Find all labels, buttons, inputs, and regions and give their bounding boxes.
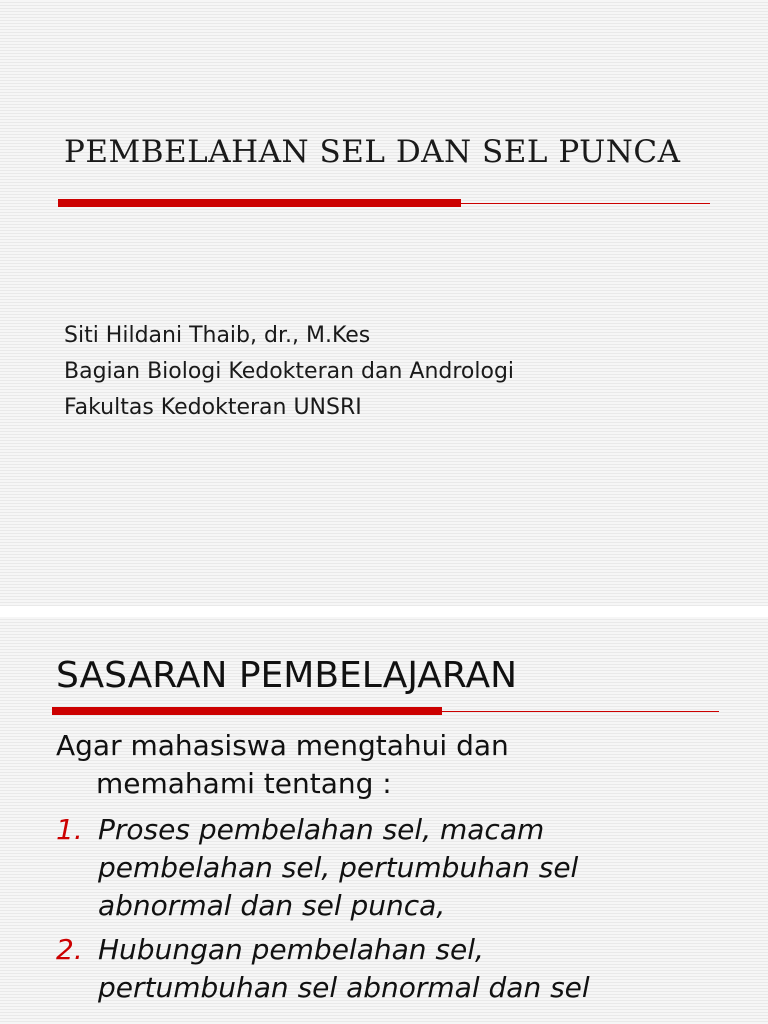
intro-line: Agar mahasiswa mengtahui dan: [56, 729, 509, 762]
list-item: [56, 931, 756, 1007]
objectives-list: [56, 811, 756, 1013]
author-faculty: Fakultas Kedokteran UNSRI: [64, 395, 362, 420]
slide-heading: SASARAN PEMBELAJARAN: [56, 655, 518, 696]
list-item: [56, 811, 756, 925]
objectives-slide: [0, 617, 768, 1024]
slide-title: PEMBELAHAN SEL DAN SEL PUNCA: [64, 134, 681, 170]
author-block: [64, 318, 514, 426]
list-number: 1.: [56, 813, 83, 846]
author-name: Siti Hildani Thaib, dr., M.Kes: [64, 323, 371, 348]
heading-underline-bar: [52, 707, 442, 715]
title-underline: [58, 203, 710, 204]
list-line: Proses pembelahan sel, macam: [98, 813, 545, 846]
list-item-text: [98, 811, 756, 925]
list-line: pembelahan sel, pertumbuhan sel: [98, 851, 579, 884]
list-line: pertumbuhan sel abnormal dan sel: [98, 971, 590, 1004]
author-department: Bagian Biologi Kedokteran dan Andrologi: [64, 359, 515, 384]
list-line: Hubungan pembelahan sel,: [98, 933, 484, 966]
list-item-text: [98, 931, 756, 1007]
intro-text: [56, 727, 509, 803]
title-underline-bar: [58, 199, 461, 207]
list-number: 2.: [56, 933, 83, 966]
heading-underline: [52, 711, 719, 712]
list-line: abnormal dan sel punca,: [98, 889, 446, 922]
intro-line: memahami tentang :: [96, 767, 392, 800]
